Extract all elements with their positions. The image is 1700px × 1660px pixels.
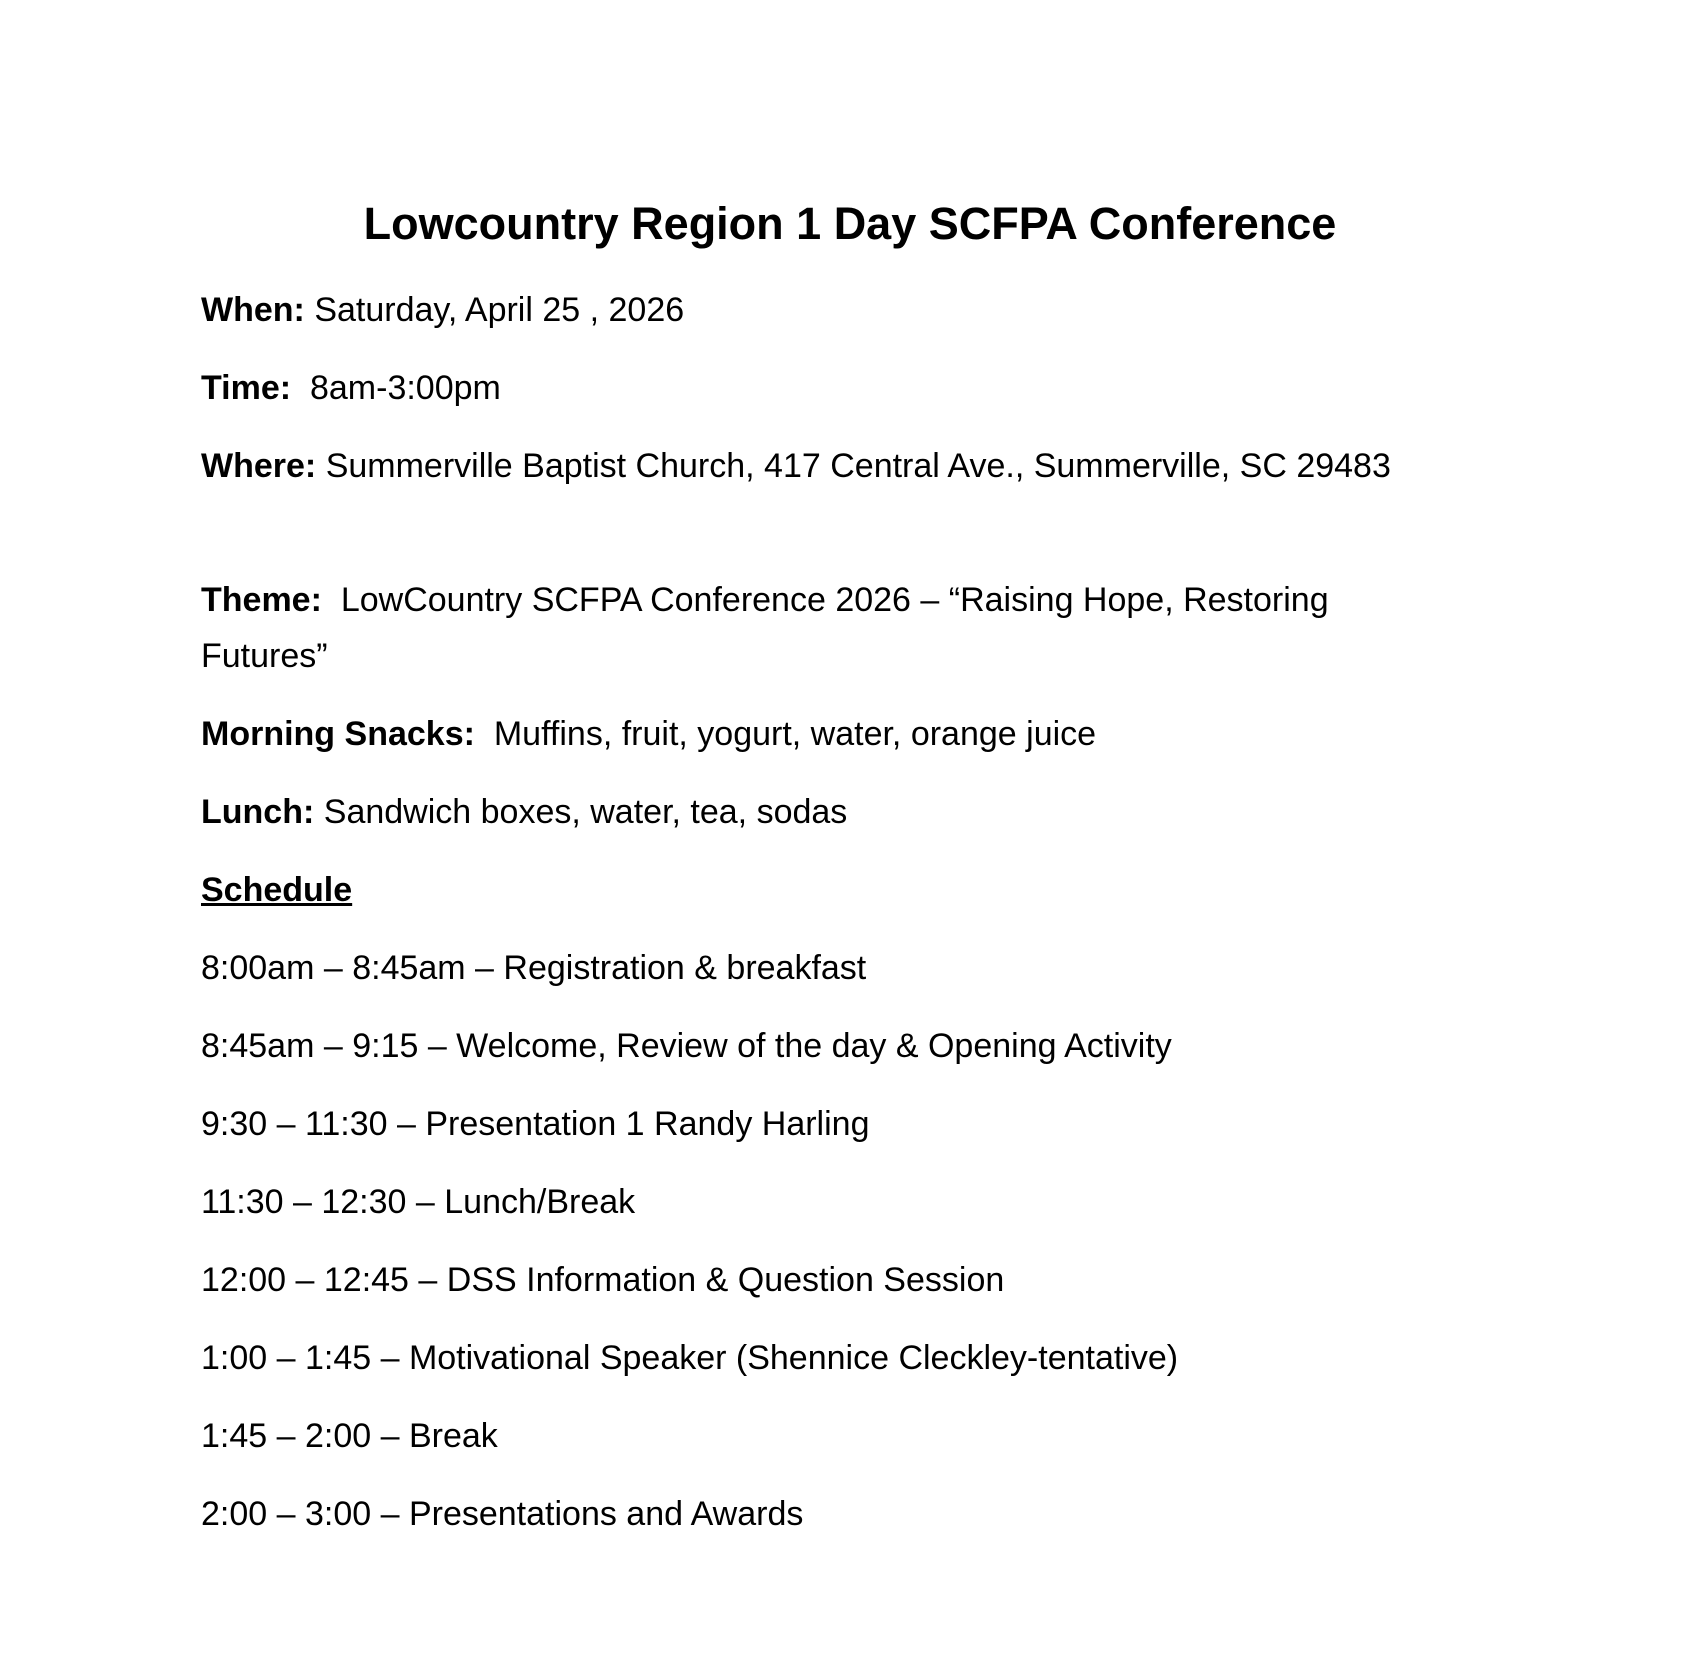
document-title: Lowcountry Region 1 Day SCFPA Conference (363, 198, 1337, 249)
time-label: Time: (201, 369, 292, 407)
schedule-item: 8:45am – 9:15 – Welcome, Review of the day & Opening Activity (201, 1027, 1172, 1065)
schedule-item: 2:00 – 3:00 – Presentations and Awards (201, 1495, 804, 1533)
time-value: 8am-3:00pm (309, 369, 501, 407)
morning-snacks-field (201, 706, 1461, 762)
time-field (201, 360, 1461, 416)
schedule-item: 1:45 – 2:00 – Break (201, 1417, 498, 1455)
schedule-heading: Schedule (201, 871, 353, 909)
schedule-item: 8:00am – 8:45am – Registration & breakfast (201, 949, 867, 987)
theme-value: LowCountry SCFPA Conference 2026 – “Raising Hope, Restoring Futures” (201, 581, 1329, 675)
schedule-item: 11:30 – 12:30 – Lunch/Break (201, 1183, 636, 1221)
schedule-item: 9:30 – 11:30 – Presentation 1 Randy Harling (201, 1105, 870, 1143)
where-label: Where: (201, 447, 317, 485)
where-value: Summerville Baptist Church, 417 Central Ave., Summerville, SC 29483 (325, 447, 1391, 485)
when-field (201, 282, 1461, 338)
lunch-label: Lunch: (201, 793, 315, 831)
lunch-field (201, 784, 1461, 840)
where-field (201, 438, 1461, 494)
lunch-value: Sandwich boxes, water, tea, sodas (323, 793, 848, 831)
when-label: When: (201, 291, 305, 329)
theme-label: Theme: (201, 581, 322, 619)
schedule-item: 1:00 – 1:45 – Motivational Speaker (Shennice Cleckley-tentative) (201, 1339, 1179, 1377)
schedule-item: 12:00 – 12:45 – DSS Information & Question Session (201, 1261, 1005, 1299)
morning-snacks-value: Muffins, fruit, yogurt, water, orange juice (493, 715, 1097, 753)
when-value: Saturday, April 25 , 2026 (314, 291, 685, 329)
theme-field (201, 572, 1461, 684)
morning-snacks-label: Morning Snacks: (201, 715, 475, 753)
